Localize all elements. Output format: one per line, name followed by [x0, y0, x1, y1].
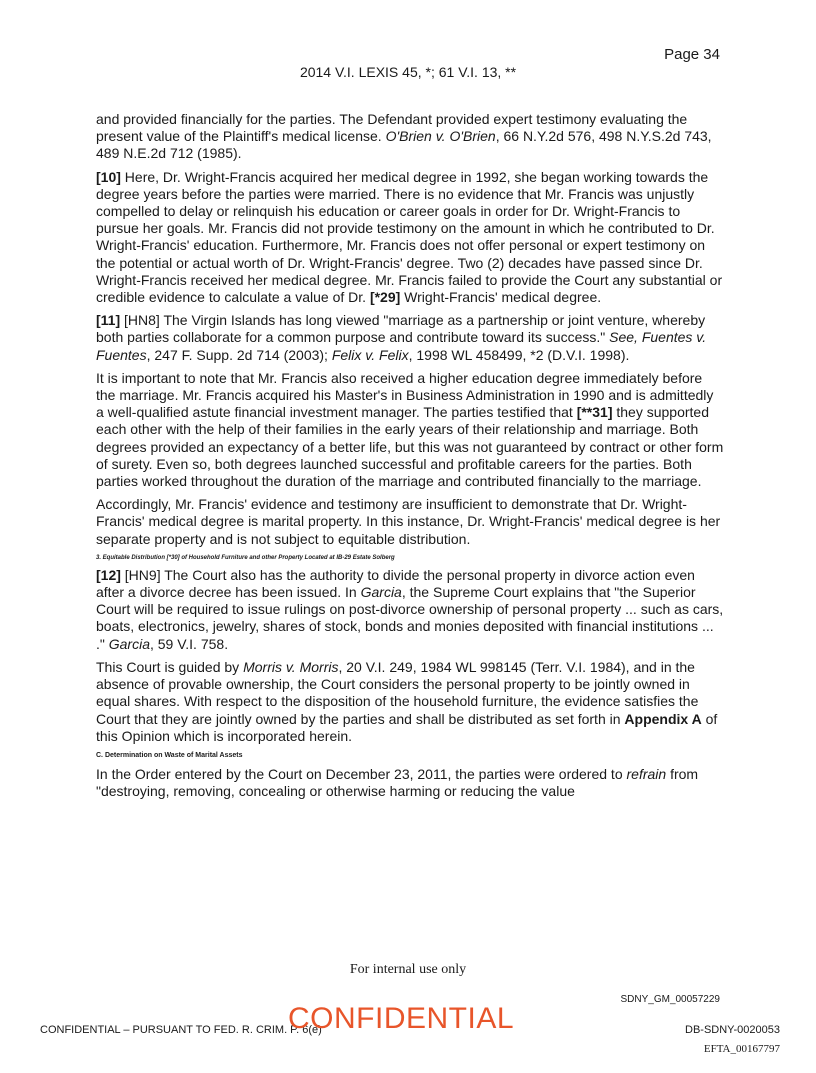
paragraph: Accordingly, Mr. Francis' evidence and testimony are insufficient to demonstrate that Dr. Wright-Francis' medical degree is marital property. In this instance, Dr. Wright-Francis' medical degree is her separate property and is not subject to equitable distribution. [96, 496, 721, 547]
paragraph: [10] Here, Dr. Wright-Francis acquired her medical degree in 1992, she began working towards the degree years before the parties were married. There is no evidence that Mr. Francis was unjustly compelled to delay or relinquish his education or career goals in order for Dr. Wright-Francis to pursue her goals. Mr. Francis did not provide testimony on the amount in which he contributed to Dr. Wright-Francis' education. Furthermore, Mr. Francis does not offer personal or expert testimony on the potential or actual worth of Dr. Wright-Francis' degree. Two (2) decades have passed since Dr. Wright-Francis received her medical degree. Mr. Francis failed to provide the Court any substantial or credible evidence to calculate a value of Dr. [*29] Wright-Francis' medical degree. [96, 168, 723, 306]
subheading: C. Determination on Waste of Marital Assets [96, 751, 243, 759]
paragraph: In the Order entered by the Court on December 23, 2011, the parties were ordered to refrain from "destroying, removing, concealing or otherwise harming or reducing the value [96, 765, 699, 800]
efta-number: EFTA_00167797 [703, 1043, 780, 1055]
subheading: 3. Equitable Distribution [*30] of Household Furniture and other Property Located at IB-29 Estate Solberg [96, 554, 395, 561]
paragraph: It is important to note that Mr. Francis also received a higher education degree immediately before the marriage. Mr. Francis acquired his Master's in Business Administration in 1990 and is admittedly a well-qualified astute financial investment manager. The parties testified that [**31] they supported each other with the help of their families in the early years of their relationship and marriage. Both degrees provided an expectancy of a better life, but this was not guaranteed by contract or other form of surety. Even so, both degrees launched successful and profitable careers for the parties. Both parties worked throughout the duration of the marriage and contributed financially to the marriage. [96, 369, 724, 490]
running-head: 2014 V.I. LEXIS 45, *; 61 V.I. 13, ** [299, 64, 517, 80]
document-body [96, 111, 724, 806]
bates-number-bottom: DB-SDNY-0020053 [685, 1024, 780, 1036]
confidential-stamp: CONFIDENTIAL [288, 1002, 515, 1035]
star-page: [*29] [369, 289, 401, 306]
paragraph-marker: [11] [96, 312, 121, 329]
page-number: Page 34 [664, 46, 720, 63]
paragraph: and provided financially for the parties. The Defendant provided expert testimony evaluating the present value of the Plaintiff's medical license. O'Brien v. O'Brien, 66 N.Y.2d 576, 498 N.Y.S.2d 743, 489 N.E.2d 712 (1985). [96, 111, 712, 162]
paragraph: This Court is guided by Morris v. Morris, 20 V.I. 249, 1984 WL 998145 (Terr. V.I. 1984), and in the absence of provable ownership, the Court considers the personal property to be jointly owned in equal shares. With respect to the disposition of the household furniture, the evidence satisfies the Court that they are jointly owned by the parties and shall be distributed as set forth in Appendix A of this Opinion which is incorporated herein. [96, 658, 718, 744]
confidential-notice: CONFIDENTIAL – PURSUANT TO FED. R. CRIM. P. 6(e) [40, 1024, 322, 1036]
paragraph-marker: [10] [96, 168, 121, 185]
star-page: [**31] [576, 404, 613, 421]
paragraph: [11] [HN8] The Virgin Islands has long viewed "marriage as a partnership or joint venture, whereby both parties collaborate for a common purpose and contribute toward its success." See, Fuentes v. Fuentes, 247 F. Supp. 2d 714 (2003); Felix v. Felix, 1998 WL 458499, *2 (D.V.I. 1998). [96, 312, 707, 363]
internal-use-note: For internal use only [349, 962, 467, 977]
paragraph-marker: [12] [96, 566, 121, 583]
paragraph: [12] [HN9] The Court also has the authority to divide the personal property in divorce action even after a divorce decree has been issued. In Garcia, the Supreme Court explains that "the Superior Court will be required to issue rulings on post-divorce ownership of personal property ... such as cars, boats, electronics, jewelry, shares of stock, bonds and monies deposited with financial institutions ... ." Garcia, 59 V.I. 758. [96, 566, 724, 652]
bates-number: SDNY_GM_00057229 [620, 994, 720, 1005]
